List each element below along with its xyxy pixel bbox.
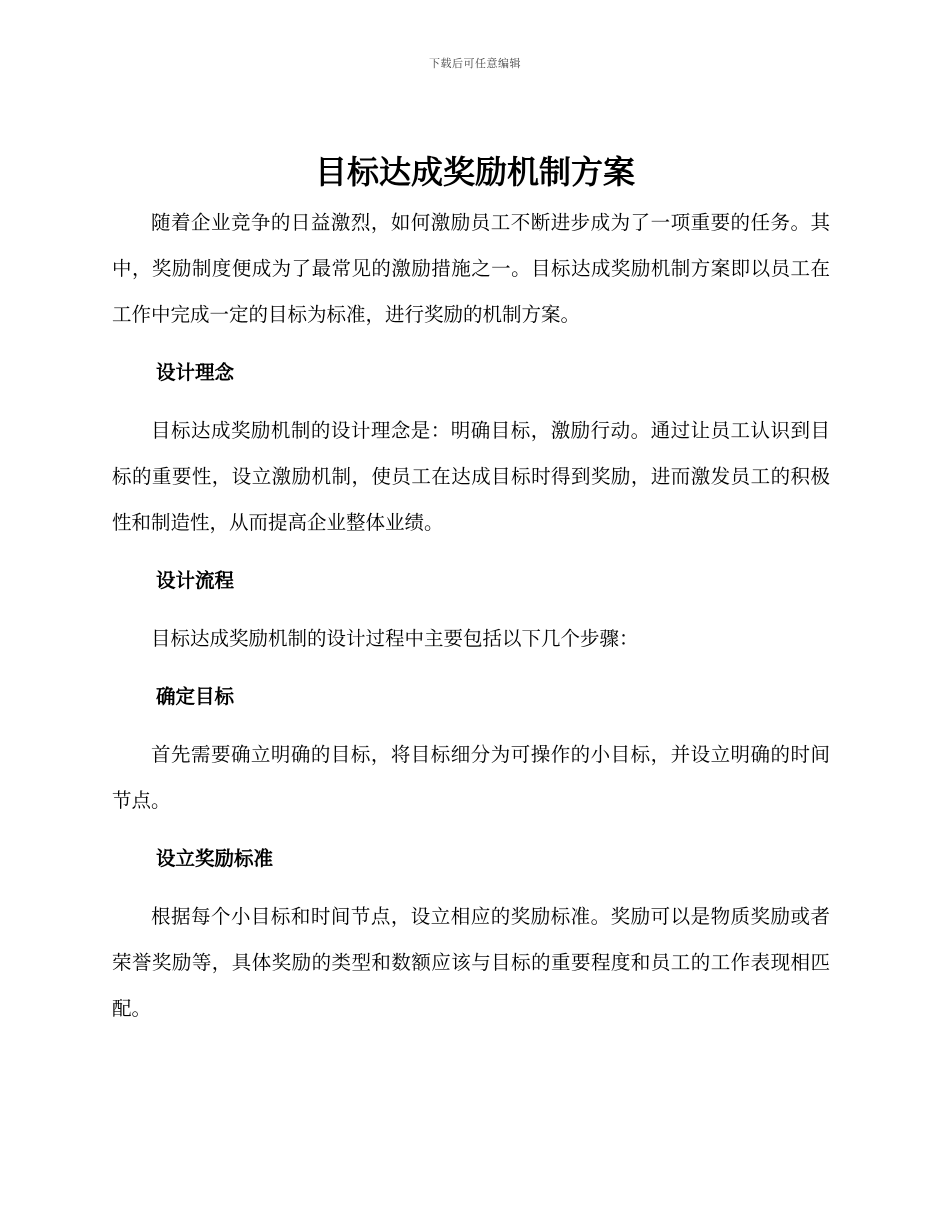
set-goals-heading: 确定目标 bbox=[156, 685, 235, 708]
set-goals-paragraph: 首先需要确立明确的目标，将目标细分为可操作的小目标，并设立明确的时间节点。 bbox=[112, 743, 830, 812]
design-concept-heading: 设计理念 bbox=[156, 361, 235, 384]
header-note: 下载后可任意编辑 bbox=[429, 57, 521, 70]
document-body bbox=[112, 200, 830, 1032]
intro-paragraph: 随着企业竞争的日益激烈，如何激励员工不断进步成为了一项重要的任务。其中，奖励制度便成为了最常见的激励措施之一。目标达成奖励机制方案即以员工在工作中完成一定的目标为标准，进行奖励的机制方案。 bbox=[112, 211, 830, 326]
reward-standard-paragraph: 根据每个小目标和时间节点，设立相应的奖励标准。奖励可以是物质奖励或者荣誉奖励等，具体奖励的类型和数额应该与目标的重要程度和员工的工作表现相匹配。 bbox=[112, 905, 830, 1020]
design-process-paragraph: 目标达成奖励机制的设计过程中主要包括以下几个步骤： bbox=[151, 627, 639, 650]
document-title: 目标达成奖励机制方案 bbox=[314, 153, 635, 191]
design-process-heading: 设计流程 bbox=[156, 569, 235, 592]
reward-standard-heading: 设立奖励标准 bbox=[156, 847, 274, 870]
design-concept-paragraph: 目标达成奖励机制的设计理念是：明确目标，激励行动。通过让员工认识到目标的重要性，设立激励机制，使员工在达成目标时得到奖励，进而激发员工的积极性和制造性，从而提高企业整体业绩。 bbox=[112, 419, 830, 534]
